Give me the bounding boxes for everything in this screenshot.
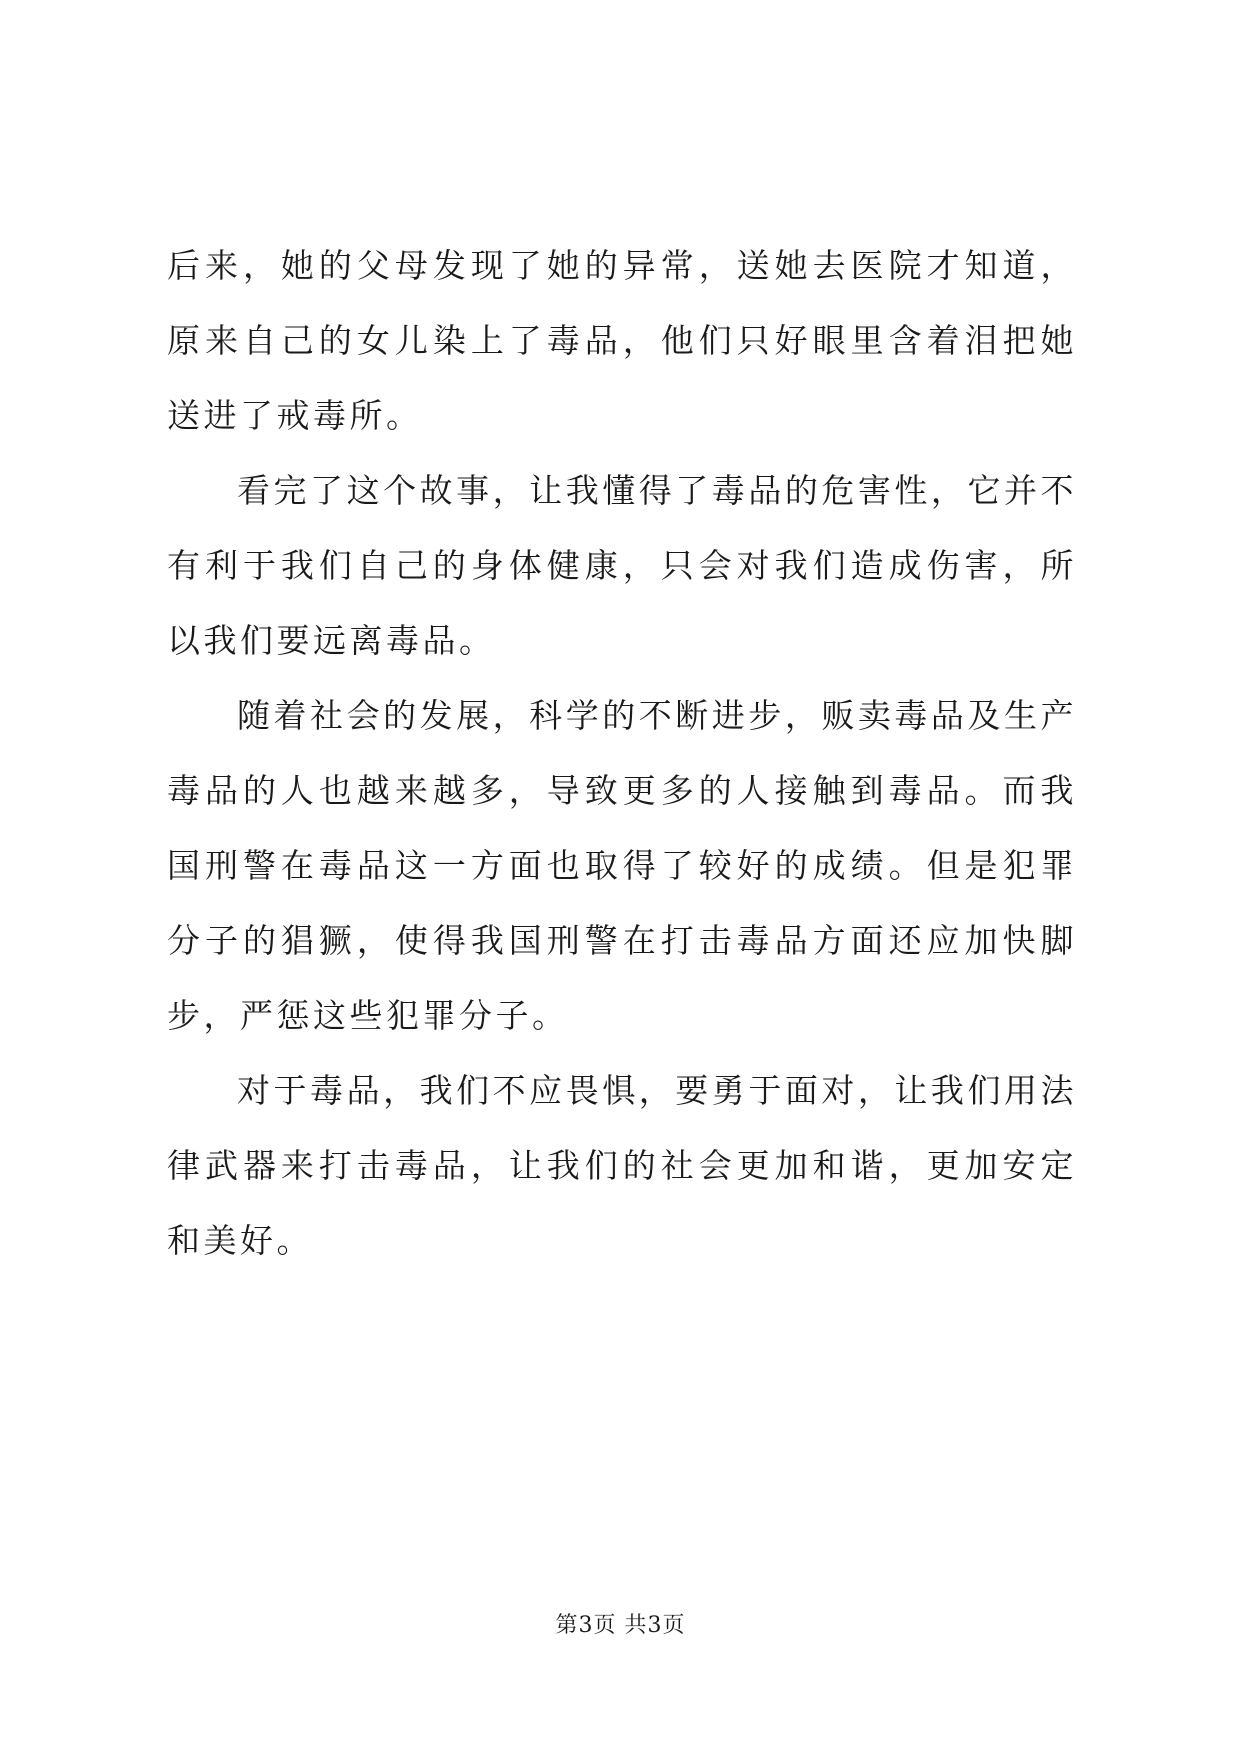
paragraph-1: 后来，她的父母发现了她的异常，送她去医院才知道，原来自己的女儿染上了毒品，他们只好眼里含着泪把她送进了戒毒所。 — [167, 246, 1077, 435]
paragraph-3: 随着社会的发展，科学的不断进步，贩卖毒品及生产毒品的人也越来越多，导致更多的人接触到毒品。而我国刑警在毒品这一方面也取得了较好的成绩。但是犯罪分子的猖獗，使得我国刑警在打击毒品方面还应加快脚步，严惩这些犯罪分子。 — [167, 696, 1077, 1035]
paragraph-4: 对于毒品，我们不应畏惧，要勇于面对，让我们用法律武器来打击毒品，让我们的社会更加和谐，更加安定和美好。 — [167, 1071, 1077, 1260]
paragraph-2: 看完了这个故事，让我懂得了毒品的危害性，它并不有利于我们自己的身体健康，只会对我们造成伤害，所以我们要远离毒品。 — [167, 471, 1077, 660]
document-body — [167, 228, 1077, 1278]
page-footer: 第3页 共3页 — [555, 1613, 686, 1638]
